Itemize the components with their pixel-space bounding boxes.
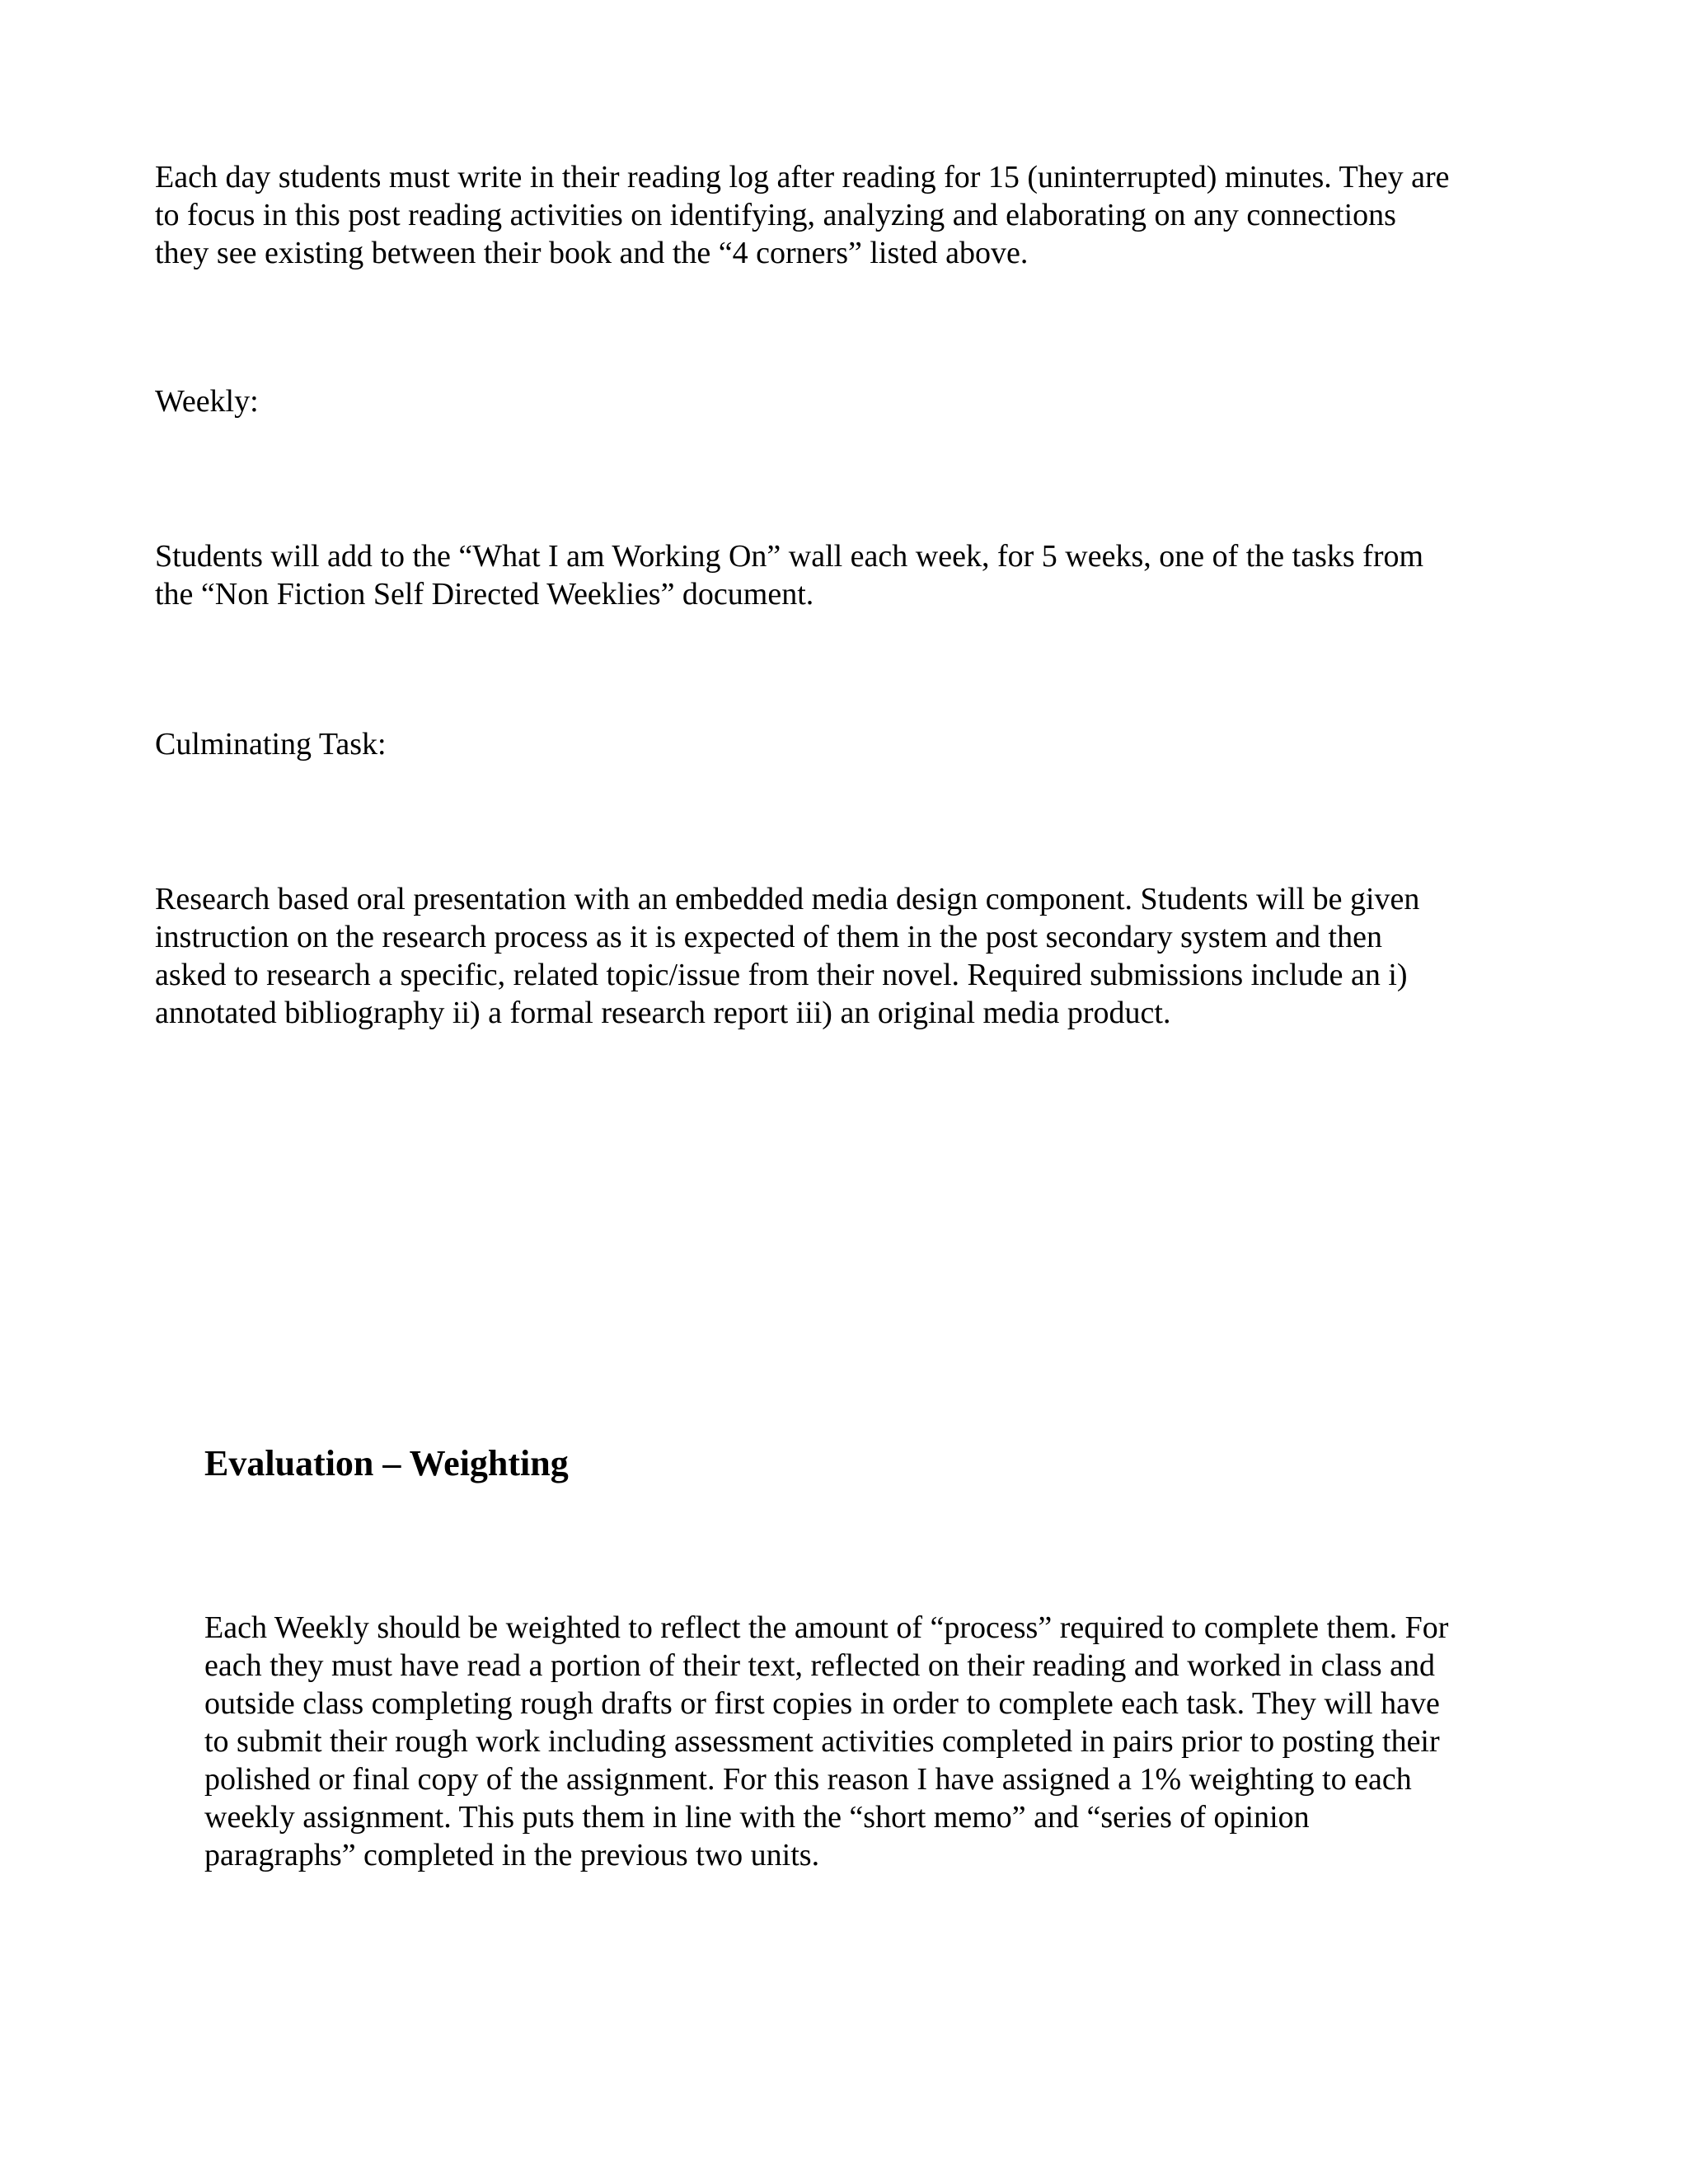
- paragraph-line: Students will add to the “What I am Working On” wall each week, for 5 weeks, one of the tasks from: [155, 539, 1424, 574]
- evaluation-weighting-heading: Evaluation – Weighting: [204, 1443, 569, 1483]
- paragraph-line: asked to research a specific, related topic/issue from their novel. Required submissions include an i): [155, 958, 1408, 992]
- paragraph-line: weekly assignment. This puts them in line with the “short memo” and “series of opinion: [204, 1800, 1310, 1835]
- paragraph-line: they see existing between their book and the “4 corners” listed above.: [155, 236, 1029, 270]
- evaluation-paragraph: [204, 1609, 1448, 1874]
- paragraph-line: outside class completing rough drafts or first copies in order to complete each task. They will have: [204, 1686, 1440, 1721]
- paragraph-line: polished or final copy of the assignment. For this reason I have assigned a 1% weighting to each: [204, 1762, 1412, 1797]
- culminating-task-paragraph: [155, 880, 1419, 1032]
- paragraph-line: Research based oral presentation with an embedded media design component. Students will be given: [155, 882, 1420, 916]
- paragraph-line: Each day students must write in their reading log after reading for 15 (uninterrupted) minutes. They are: [155, 160, 1450, 194]
- weekly-paragraph: [155, 537, 1423, 613]
- paragraph-line: paragraphs” completed in the previous two units.: [204, 1838, 820, 1872]
- paragraph-line: the “Non Fiction Self Directed Weeklies” document.: [155, 577, 814, 612]
- paragraph-line: instruction on the research process as it is expected of them in the post secondary system and then: [155, 920, 1382, 954]
- paragraph-line: each they must have read a portion of their text, reflected on their reading and worked in class and: [204, 1648, 1436, 1683]
- paragraph-line: Each Weekly should be weighted to reflect the amount of “process” required to complete them. For: [204, 1610, 1449, 1645]
- paragraph-line: annotated bibliography ii) a formal research report iii) an original media product.: [155, 996, 1171, 1030]
- daily-reading-paragraph: [155, 158, 1450, 272]
- culminating-task-label: Culminating Task:: [155, 727, 387, 762]
- paragraph-line: to submit their rough work including assessment activities completed in pairs prior to posting their: [204, 1724, 1440, 1759]
- paragraph-line: to focus in this post reading activities on identifying, analyzing and elaborating on any connections: [155, 198, 1396, 232]
- weekly-label: Weekly:: [155, 384, 259, 419]
